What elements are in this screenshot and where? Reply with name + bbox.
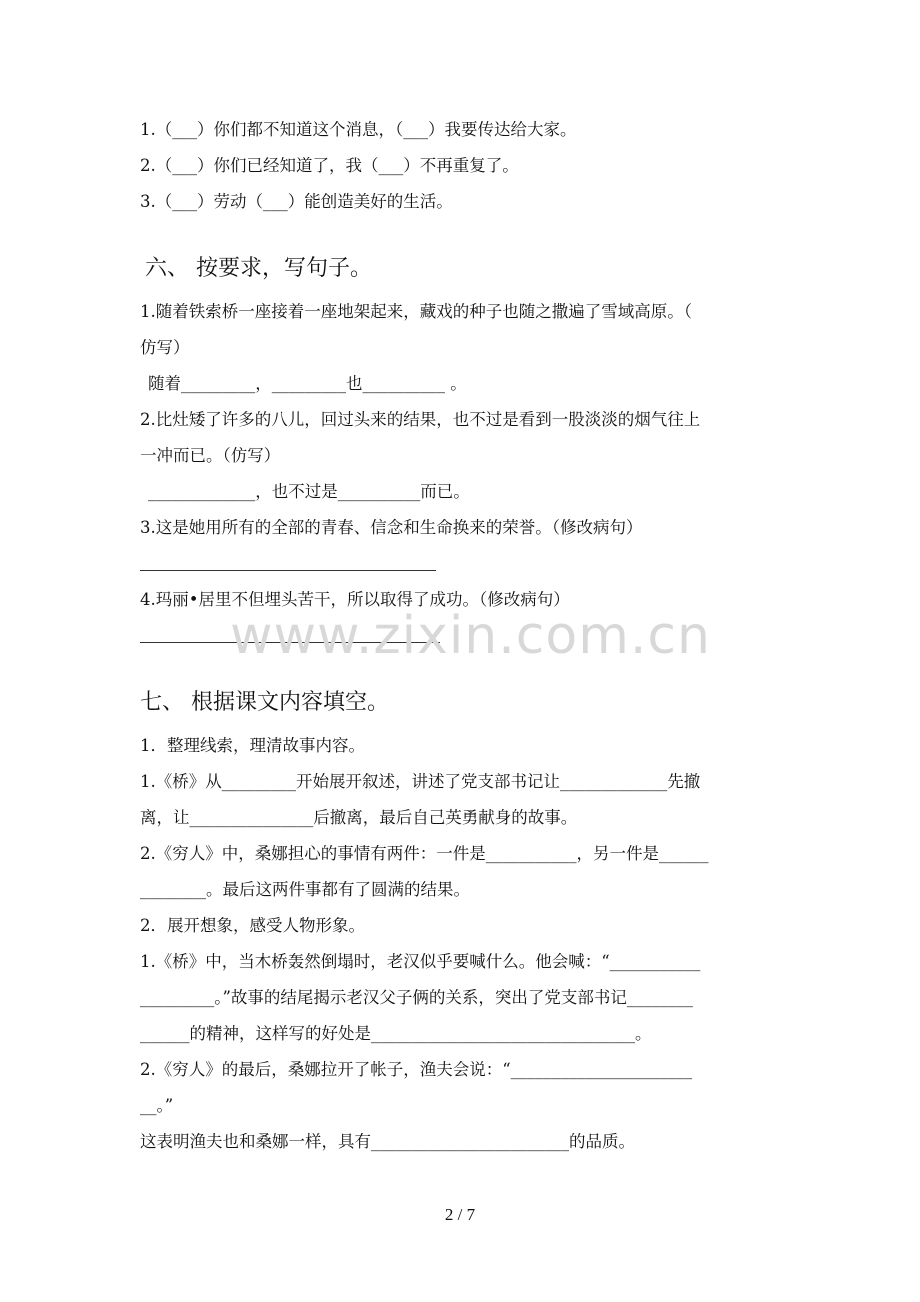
part7-line-6: 2．展开想象，感受人物形象。 — [140, 916, 365, 935]
section-6-title: 六、 按要求，写句子。 — [145, 256, 372, 281]
part6-line-1: 1.随着铁索桥一座接着一座地架起来，藏戏的种子也随之撒遍了雪域高原。（ — [140, 302, 692, 321]
part7-line-1: 1．整理线索，理清故事内容。 — [140, 736, 365, 755]
part6-line-4: 2.比灶矮了许多的八儿，回过头来的结果，也不过是看到一股淡淡的烟气往上 — [140, 410, 701, 429]
part7-line-8: _________。”故事的结尾揭示老汉父子俩的关系，突出了党支部书记________ — [140, 988, 693, 1007]
part6-line-7: 3.这是她用所有的全部的青春、信念和生命换来的荣誉。（修改病句） — [140, 518, 643, 537]
part6-line-2: 仿写） — [140, 338, 190, 357]
part7-line-10: 2.《穷人》的最后，桑娜拉开了帐子，渔夫会说：“______________________ — [140, 1060, 693, 1079]
part6-line-8: 4.玛丽•居里不但埋头苦干，所以取得了成功。（修改病句） — [140, 590, 570, 609]
watermark: www.zixin.com.cn — [230, 606, 711, 666]
part5-line-3: 3.（___）劳动（___）能创造美好的生活。 — [140, 192, 453, 211]
part7-line-5: ________。最后这两件事都有了圆满的结果。 — [140, 880, 470, 899]
part6-line-3: 随着_________，_________也__________ 。 — [148, 374, 467, 393]
part7-line-9: ______的精神，这样写的好处是________________________________。 — [140, 1024, 652, 1043]
part7-line-12: 这表明渔夫也和桑娜一样，具有________________________的品质。 — [140, 1132, 635, 1151]
part7-line-4: 2.《穷人》中，桑娜担心的事情有两件：一件是___________，另一件是______ — [140, 844, 709, 863]
part7-line-2: 1.《桥》从_________开始展开叙述，讲述了党支部书记让_____________先撤 — [140, 772, 701, 791]
part7-line-11: __。” — [140, 1096, 174, 1115]
section-7-title: 七、 根据课文内容填空。 — [140, 690, 389, 715]
part6-line-5: 一冲而已。（仿写） — [140, 446, 281, 465]
part5-line-1: 1.（___）你们都不知道这个消息，（___）我要传达给大家。 — [140, 120, 577, 139]
part6-line-6: _____________，也不过是__________而已。 — [148, 482, 470, 501]
answer-line — [140, 642, 440, 643]
part5-line-2: 2.（___）你们已经知道了，我（___）不再重复了。 — [140, 156, 519, 175]
part7-line-3: 离，让_______________后撤离，最后自己英勇献身的故事。 — [140, 808, 578, 827]
part7-line-7: 1.《桥》中，当木桥轰然倒塌时，老汉似乎要喊什么。他会喊：“___________ — [140, 952, 701, 971]
page-number: 2 / 7 — [444, 1205, 476, 1224]
answer-line — [140, 570, 436, 571]
